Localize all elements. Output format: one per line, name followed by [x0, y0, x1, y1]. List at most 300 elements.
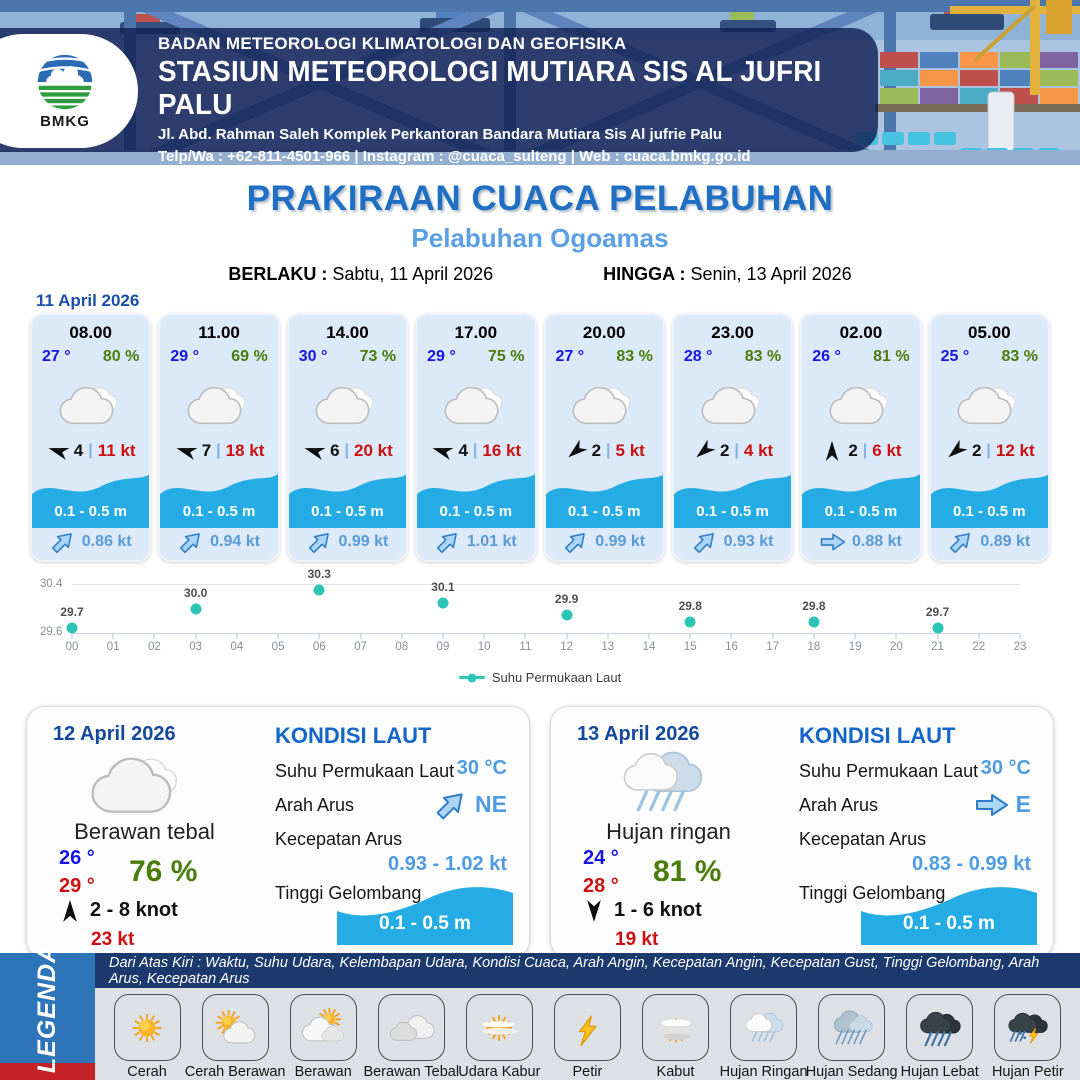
legend-item — [363, 994, 460, 1080]
x-tick-label: 17 — [766, 641, 780, 653]
x-tick — [442, 634, 443, 639]
x-tick — [195, 634, 196, 639]
current-speed: 0.99 kt — [595, 533, 646, 550]
temp-humidity-row — [417, 348, 534, 366]
wind-row — [546, 441, 663, 461]
wind-direction-icon — [428, 438, 457, 464]
sst-chart — [28, 567, 1052, 698]
legend-weather-icon — [825, 1008, 879, 1048]
chart-point — [67, 622, 78, 633]
day-humidity: 76 % — [129, 855, 198, 888]
legend-weather-icon — [560, 1008, 614, 1048]
current-speed: 0.89 kt — [980, 533, 1031, 550]
current-speed: 0.93 kt — [723, 533, 774, 550]
day-temp-min: 24 ° — [583, 847, 619, 869]
wind-direction-icon — [300, 438, 329, 464]
x-tick — [113, 634, 114, 639]
weather-icon — [822, 377, 900, 431]
humidity: 83 % — [616, 348, 653, 365]
humidity: 81 % — [873, 348, 910, 365]
separator: | — [472, 442, 478, 459]
air-temperature: 29 ° — [170, 348, 200, 365]
weather-icon — [950, 377, 1028, 431]
forecast-time: 02.00 — [839, 323, 883, 342]
station-name: STASIUN METEOROLOGI MUTIARA SIS AL JUFRI PALU — [158, 56, 822, 121]
current-direction-value — [975, 791, 1031, 818]
current-direction-icon — [175, 526, 208, 559]
current-row — [802, 528, 919, 556]
legend-icon-box — [114, 994, 181, 1061]
air-temperature: 27 ° — [42, 348, 71, 365]
valid-until-value: Senin, 13 April 2026 — [690, 264, 852, 284]
day-weather-icon — [603, 743, 721, 823]
x-tick — [236, 634, 237, 639]
wind-direction-icon — [822, 439, 842, 463]
x-tick-label: 16 — [725, 641, 738, 653]
forecast-card — [287, 313, 408, 562]
x-tick — [690, 634, 691, 639]
humidity: 73 % — [359, 348, 397, 365]
air-temperature: 26 ° — [812, 348, 841, 365]
x-tick — [607, 634, 608, 639]
wave-height: 0.1 - 0.5 m — [567, 503, 641, 520]
chart-point-label: 29.7 — [60, 604, 84, 619]
current-speed: 0.94 kt — [210, 533, 260, 550]
current-row — [546, 528, 663, 556]
current-direction-icon — [945, 526, 978, 559]
current-speed: 0.86 kt — [81, 533, 132, 550]
wind-direction-icon — [940, 436, 971, 467]
valid-until — [603, 264, 851, 285]
current-speed: 0.88 kt — [852, 533, 902, 550]
x-tick — [278, 634, 279, 639]
gust-speed: 5 kt — [615, 441, 645, 460]
current-speed-label: Kecepatan Arus — [275, 829, 403, 849]
legend-icons-row — [95, 988, 1080, 1080]
forecast-cards-row — [0, 313, 1080, 562]
x-tick — [1020, 634, 1021, 639]
legend-item-label: Hujan Lebat — [900, 1064, 979, 1080]
wave-height: 0.1 - 0.5 m — [311, 503, 384, 520]
gust-speed: 16 kt — [482, 441, 522, 460]
legend-icon-box — [202, 994, 269, 1061]
gust-speed: 4 kt — [743, 441, 774, 460]
day-wave-height: 0.1 - 0.5 m — [379, 913, 471, 934]
current-row — [289, 528, 406, 556]
current-direction-icon — [47, 526, 80, 559]
current-direction-icon — [560, 526, 593, 559]
day-weather-icon — [79, 743, 197, 823]
current-direction-text: E — [1015, 791, 1031, 817]
separator: | — [734, 442, 739, 459]
humidity: 69 % — [231, 348, 268, 365]
wave-height: 0.1 - 0.5 m — [182, 503, 256, 520]
chart-legend — [28, 670, 1052, 685]
sea-conditions-title: KONDISI LAUT — [275, 723, 432, 748]
wind-row — [802, 441, 919, 461]
x-tick — [731, 634, 732, 639]
x-tick — [484, 634, 485, 639]
sst-label: Suhu Permukaan Laut — [275, 761, 455, 781]
wind-direction-icon — [688, 436, 719, 467]
day-summary-card — [550, 706, 1054, 958]
current-direction-value — [434, 791, 507, 818]
x-tick-label: 06 — [312, 641, 326, 653]
current-speed-label: Kecepatan Arus — [799, 829, 927, 849]
forecast-card — [415, 313, 536, 562]
wind-speed: 4 — [73, 441, 84, 460]
temp-humidity-row — [160, 348, 277, 366]
x-tick-label: 00 — [65, 641, 79, 653]
wave-height: 0.1 - 0.5 m — [824, 503, 898, 520]
container-stack — [875, 52, 1080, 112]
wave-height: 0.1 - 0.5 m — [54, 503, 127, 520]
legend-note: Dari Atas Kiri : Waktu, Suhu Udara, Kelembapan Udara, Kondisi Cuaca, Arah Angin, Kecepatan Angin, Kecepatan Gust, Tinggi Gelombang, Arah Arus, Kecepatan Arus — [95, 953, 1080, 988]
separator: | — [606, 442, 611, 459]
day-wind-direction-icon — [59, 898, 81, 924]
wind-speed: 6 — [330, 441, 340, 460]
humidity: 80 % — [102, 348, 140, 365]
wind-speed: 2 — [971, 441, 982, 460]
day-wind-direction-icon — [583, 898, 605, 924]
legend-icon-box — [994, 994, 1061, 1061]
legend-weather-icon — [1001, 1008, 1055, 1048]
wind-row — [931, 441, 1048, 461]
chart-point-label: 29.7 — [925, 604, 950, 619]
gridline-top — [72, 584, 1020, 585]
day-wind-row — [57, 899, 178, 922]
port-name: Pelabuhan Ogoamas — [411, 223, 669, 253]
separator: | — [862, 442, 868, 459]
wind-direction-icon — [171, 438, 200, 464]
legend-item — [184, 994, 286, 1080]
wave-height-label: Tinggi Gelombang — [799, 883, 946, 903]
x-tick — [649, 634, 650, 639]
chart-point-label: 30.3 — [307, 567, 331, 582]
forecast-time: 23.00 — [711, 323, 754, 342]
wind-row — [674, 441, 791, 461]
current-speed-value: 0.83 - 0.99 kt — [912, 853, 1031, 875]
wind-speed: 4 — [458, 441, 468, 460]
chart-x-axis — [65, 634, 1027, 660]
legend-weather-icon — [737, 1008, 791, 1048]
legend-weather-icon — [120, 1008, 174, 1048]
day-temp-max: 29 ° — [59, 875, 95, 897]
x-tick-label: 20 — [889, 641, 903, 653]
sst-value: 30 °C — [456, 757, 507, 779]
current-direction-text: NE — [475, 791, 507, 817]
forecast-time: 08.00 — [69, 323, 112, 342]
day-date: 13 April 2026 — [577, 723, 700, 745]
legend-item-label: Udara Kabur — [458, 1064, 541, 1080]
current-direction-icon — [303, 526, 336, 559]
chart-point-label: 29.8 — [802, 598, 826, 613]
valid-until-label: HINGGA : — [603, 264, 686, 284]
day-current-direction-icon — [430, 783, 472, 825]
bmkg-logo-icon — [35, 52, 95, 112]
day-wind-range: 2 - 8 knot — [90, 899, 178, 921]
air-temperature: 28 ° — [683, 348, 713, 365]
legend-item — [280, 994, 366, 1080]
weather-icon — [694, 377, 772, 431]
legend-item — [104, 994, 190, 1080]
x-tick-label: 18 — [807, 641, 821, 653]
validity-row — [0, 264, 1080, 285]
legend-weather-icon — [296, 1008, 350, 1048]
wind-direction-icon — [560, 436, 591, 467]
current-direction-label: Arah Arus — [275, 795, 355, 815]
legend-item-label: Berawan — [294, 1064, 352, 1080]
legend-icon-box — [730, 994, 797, 1061]
legend-icon-box — [466, 994, 533, 1061]
chart-point — [314, 585, 325, 596]
bmkg-logo-label: BMKG — [40, 113, 90, 130]
current-row — [160, 528, 277, 556]
legend-icon-box — [554, 994, 621, 1061]
wind-row — [32, 441, 149, 461]
wave-height-label: Tinggi Gelombang — [275, 883, 422, 903]
day-date: 12 April 2026 — [53, 723, 176, 745]
forecast-card — [544, 313, 665, 562]
legend-item — [544, 994, 630, 1080]
day-gust: 19 kt — [615, 929, 659, 950]
current-direction-icon — [820, 532, 846, 552]
forecast-card — [158, 313, 279, 562]
x-tick-label: 04 — [230, 641, 244, 653]
chart-point — [932, 622, 943, 633]
x-tick — [566, 634, 567, 639]
x-tick-label: 02 — [148, 641, 161, 653]
x-tick-label: 11 — [519, 641, 532, 653]
current-direction-label: Arah Arus — [799, 795, 879, 815]
x-tick — [978, 634, 979, 639]
weather-icon — [308, 377, 386, 431]
gust-speed: 6 kt — [872, 441, 902, 460]
x-tick-label: 03 — [189, 641, 203, 653]
legend-ribbon — [0, 943, 95, 1080]
bmkg-logo — [0, 34, 138, 148]
separator: | — [88, 442, 93, 459]
humidity: 83 % — [744, 348, 782, 365]
x-tick-label: 23 — [1013, 641, 1027, 653]
x-tick-label: 08 — [395, 641, 409, 653]
valid-from-label: BERLAKU : — [228, 264, 328, 284]
weather-icon — [180, 377, 258, 431]
forecast-card — [30, 313, 151, 562]
legend-weather-icon — [472, 1008, 526, 1048]
weather-icon — [437, 377, 515, 431]
current-direction-icon — [432, 526, 465, 559]
day-summary-row — [0, 706, 1080, 958]
wind-direction-icon — [43, 438, 72, 464]
humidity: 83 % — [1001, 348, 1038, 365]
x-tick-label: 13 — [601, 641, 615, 653]
legend-item-label: Hujan Ringan — [719, 1064, 808, 1080]
chart-point — [437, 597, 448, 608]
day-summary-card — [26, 706, 530, 958]
x-tick — [896, 634, 897, 639]
wave-height: 0.1 - 0.5 m — [696, 503, 769, 520]
current-row — [674, 528, 791, 556]
header-banner — [0, 0, 1080, 165]
x-tick-label: 05 — [271, 641, 285, 653]
x-tick — [360, 634, 361, 639]
x-tick — [813, 634, 814, 639]
forecast-time: 20.00 — [582, 323, 626, 342]
x-tick-label: 14 — [642, 641, 656, 653]
legend-item-label: Berawan Tebal — [363, 1064, 460, 1080]
day-gust: 23 kt — [91, 929, 135, 950]
separator: | — [986, 442, 991, 459]
separator: | — [344, 442, 350, 459]
wind-row — [289, 441, 406, 461]
legend-weather-icon — [649, 1008, 703, 1048]
x-tick-label: 10 — [477, 641, 491, 653]
legend-item — [985, 994, 1071, 1080]
chart-point — [685, 616, 696, 627]
day-wind-row — [581, 899, 702, 922]
weather-icon — [565, 377, 643, 431]
chart-point-label: 29.9 — [554, 592, 579, 607]
x-tick-label: 19 — [848, 641, 862, 653]
page-title: PRAKIRAAN CUACA PELABUHAN — [246, 179, 834, 218]
current-direction-icon — [688, 526, 721, 559]
chart-point — [190, 604, 201, 615]
gust-speed: 12 kt — [995, 441, 1035, 460]
wind-row — [417, 441, 534, 461]
x-tick — [855, 634, 856, 639]
sea-conditions-title: KONDISI LAUT — [799, 723, 956, 748]
forecast-date-label: 11 April 2026 — [36, 291, 140, 310]
forecast-time: 05.00 — [968, 323, 1011, 342]
station-address: Jl. Abd. Rahman Saleh Komplek Perkantoran Bandara Mutiara Sis Al jufrie Palu — [158, 126, 723, 143]
current-row — [931, 528, 1048, 556]
legend-series-label: Suhu Permukaan Laut — [491, 670, 622, 685]
temp-humidity-row — [289, 348, 406, 366]
day-temp-max: 28 ° — [583, 875, 619, 897]
legend-item — [897, 994, 983, 1080]
wind-speed: 7 — [201, 441, 212, 460]
legend-item — [633, 994, 719, 1080]
temp-humidity-row — [802, 348, 919, 366]
sst-label: Suhu Permukaan Laut — [799, 761, 979, 781]
chart-plot-area — [60, 567, 1020, 634]
current-row — [32, 528, 149, 556]
legend-item-label: Kabut — [656, 1064, 695, 1080]
gust-speed: 11 kt — [97, 441, 136, 460]
current-speed-value: 0.93 - 1.02 kt — [388, 853, 507, 875]
y-axis-min-label: 29.6 — [40, 626, 63, 638]
forecast-card — [929, 313, 1050, 562]
day-wave-height: 0.1 - 0.5 m — [903, 913, 995, 934]
weather-icon — [52, 377, 130, 431]
legend-weather-icon — [384, 1008, 438, 1048]
x-tick-label: 01 — [106, 641, 120, 653]
x-tick — [525, 634, 526, 639]
day-condition: Berawan tebal — [74, 819, 215, 844]
x-tick — [401, 634, 402, 639]
legend-item-label: Petir — [572, 1064, 603, 1080]
x-tick-label: 12 — [560, 641, 573, 653]
legend-section — [0, 943, 1080, 1080]
chart-point-label: 29.8 — [678, 598, 702, 613]
temp-humidity-row — [931, 348, 1048, 366]
x-tick-label: 21 — [931, 641, 944, 653]
chart-point — [808, 616, 819, 627]
sst-value: 30 °C — [980, 757, 1031, 779]
legend-item — [805, 994, 898, 1080]
current-speed: 0.99 kt — [338, 533, 389, 550]
wind-row — [160, 441, 277, 461]
legend-item — [721, 994, 807, 1080]
legend-item-label: Hujan Sedang — [805, 1064, 898, 1080]
x-tick — [937, 634, 938, 639]
x-tick-label: 09 — [436, 641, 450, 653]
legend-weather-icon — [913, 1008, 967, 1048]
air-temperature: 27 ° — [555, 348, 585, 365]
day-condition: Hujan ringan — [606, 819, 731, 844]
legend-icon-box — [906, 994, 973, 1061]
gust-speed: 20 kt — [354, 441, 393, 460]
legend-icon-box — [378, 994, 445, 1061]
wave-height: 0.1 - 0.5 m — [439, 503, 513, 520]
station-contact: Telp/Wa : +62-811-4501-966 | Instagram : @cuaca_sulteng | Web : cuaca.bmkg.go.id — [158, 148, 751, 165]
separator: | — [216, 442, 221, 459]
x-tick-label: 15 — [683, 641, 697, 653]
forecast-time: 11.00 — [198, 323, 240, 342]
forecast-time: 17.00 — [454, 323, 498, 342]
legend-item-label: Hujan Petir — [991, 1064, 1064, 1080]
air-temperature: 25 ° — [940, 348, 970, 365]
legend-marker-icon — [459, 676, 485, 679]
x-tick — [72, 634, 73, 639]
chart-point-label: 30.1 — [431, 579, 455, 594]
day-wind-range: 1 - 6 knot — [614, 899, 702, 921]
temp-humidity-row — [546, 348, 663, 366]
wind-speed: 2 — [848, 441, 858, 460]
gust-speed: 18 kt — [225, 441, 265, 460]
chart-point-label: 30.0 — [183, 586, 208, 600]
legend-icon-box — [290, 994, 357, 1061]
forecast-card — [800, 313, 921, 562]
agency-name: BADAN METEOROLOGI KLIMATOLOGI DAN GEOFISIKA — [158, 34, 627, 53]
valid-from — [228, 264, 493, 285]
kiosk-shape — [988, 92, 1014, 156]
y-axis-max-label: 30.4 — [40, 578, 63, 590]
x-tick-label: 22 — [972, 641, 986, 653]
legend-item — [456, 994, 542, 1080]
legend-ribbon-label: LEGENDA — [33, 943, 62, 1073]
x-tick — [772, 634, 773, 639]
temp-humidity-row — [674, 348, 791, 366]
humidity: 75 % — [488, 348, 525, 365]
x-tick — [154, 634, 155, 639]
legend-ribbon-blue — [0, 943, 95, 1073]
wind-speed: 2 — [719, 441, 730, 460]
x-tick-label: 07 — [354, 641, 367, 653]
legend-icon-box — [642, 994, 709, 1061]
wind-speed: 2 — [591, 441, 602, 460]
forecast-time: 14.00 — [326, 323, 369, 342]
legend-item-label: Cerah — [127, 1064, 167, 1080]
current-speed: 1.01 kt — [466, 533, 517, 550]
legend-icon-box — [818, 994, 885, 1061]
temp-humidity-row — [32, 348, 149, 366]
valid-from-value: Sabtu, 11 April 2026 — [332, 264, 494, 284]
x-tick — [319, 634, 320, 639]
air-temperature: 29 ° — [427, 348, 456, 365]
forecast-card — [672, 313, 793, 562]
